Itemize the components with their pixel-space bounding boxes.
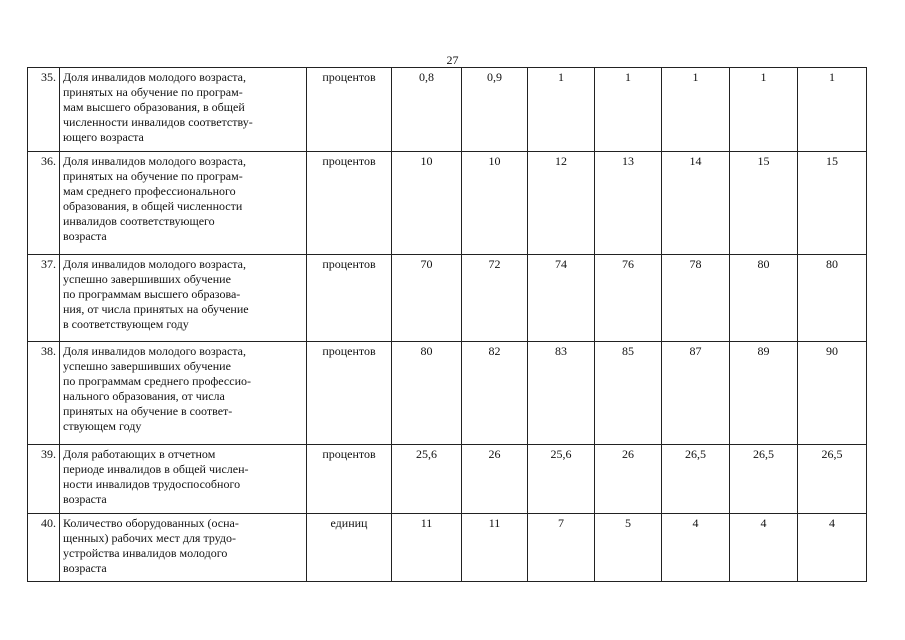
value-cell: 4: [662, 514, 730, 582]
value-cell: 0,9: [462, 68, 528, 152]
indicators-table: [27, 67, 867, 582]
row-number: 36.: [28, 152, 60, 255]
value-cell: 0,8: [392, 68, 462, 152]
value-cell: 76: [595, 255, 662, 342]
value-cell: 14: [662, 152, 730, 255]
value-cell: 1: [528, 68, 595, 152]
value-cell: 4: [798, 514, 867, 582]
indicator-name-line: численности инвалидов соответству-: [63, 115, 253, 129]
value-cell: 12: [528, 152, 595, 255]
value-cell: 5: [595, 514, 662, 582]
value-cell: 15: [730, 152, 798, 255]
value-cell: 89: [730, 342, 798, 445]
indicator-name-line: нального образования, от числа: [63, 389, 225, 403]
indicator-name-line: ствующем году: [63, 419, 142, 433]
value-cell: 80: [392, 342, 462, 445]
value-cell: 82: [462, 342, 528, 445]
indicator-name-line: Доля инвалидов молодого возраста,: [63, 70, 246, 84]
indicator-name-line: Доля инвалидов молодого возраста,: [63, 154, 246, 168]
indicator-name-line: Количество оборудованных (осна-: [63, 516, 239, 530]
indicator-name-line: Доля работающих в отчетном: [63, 447, 216, 461]
value-cell: 70: [392, 255, 462, 342]
value-cell: 1: [662, 68, 730, 152]
indicator-name-line: инвалидов соответствующего: [63, 214, 215, 228]
row-number: 37.: [28, 255, 60, 342]
value-cell: 11: [462, 514, 528, 582]
indicator-name-line: ности инвалидов трудоспособного: [63, 477, 241, 491]
value-cell: 15: [798, 152, 867, 255]
indicator-name-line: принятых на обучение в соответ-: [63, 404, 233, 418]
value-cell: 10: [392, 152, 462, 255]
indicator-name: [60, 255, 307, 342]
value-cell: 26: [595, 445, 662, 514]
indicator-name-line: мам высшего образования, в общей: [63, 100, 245, 114]
value-cell: 83: [528, 342, 595, 445]
indicator-name-line: ющего возраста: [63, 130, 144, 144]
indicator-name-line: по программам среднего профессио-: [63, 374, 251, 388]
indicator-name-line: Доля инвалидов молодого возраста,: [63, 257, 246, 271]
value-cell: 26,5: [730, 445, 798, 514]
indicator-name-line: периоде инвалидов в общей числен-: [63, 462, 249, 476]
table-row: [28, 342, 867, 445]
row-number: 35.: [28, 68, 60, 152]
table-row: [28, 445, 867, 514]
value-cell: 80: [798, 255, 867, 342]
unit-cell: процентов: [307, 68, 392, 152]
table-row: [28, 514, 867, 582]
indicator-name-line: возраста: [63, 229, 107, 243]
value-cell: 1: [730, 68, 798, 152]
page-number: 27: [446, 53, 459, 67]
value-cell: 90: [798, 342, 867, 445]
indicator-name-line: принятых на обучение по програм-: [63, 85, 243, 99]
indicator-name-line: щенных) рабочих мест для трудо-: [63, 531, 237, 545]
value-cell: 1: [595, 68, 662, 152]
unit-cell: процентов: [307, 445, 392, 514]
value-cell: 1: [798, 68, 867, 152]
indicator-name: [60, 152, 307, 255]
indicator-name-line: принятых на обучение по програм-: [63, 169, 243, 183]
indicator-name: [60, 445, 307, 514]
indicator-name-line: образования, в общей численности: [63, 199, 243, 213]
value-cell: 72: [462, 255, 528, 342]
value-cell: 26: [462, 445, 528, 514]
row-number: 39.: [28, 445, 60, 514]
unit-cell: единиц: [307, 514, 392, 582]
value-cell: 80: [730, 255, 798, 342]
indicator-name-line: успешно завершивших обучение: [63, 359, 231, 373]
value-cell: 11: [392, 514, 462, 582]
value-cell: 74: [528, 255, 595, 342]
indicator-name-line: в соответствующем году: [63, 317, 189, 331]
value-cell: 87: [662, 342, 730, 445]
indicator-name-line: возраста: [63, 561, 107, 575]
indicator-name-line: мам среднего профессионального: [63, 184, 236, 198]
value-cell: 78: [662, 255, 730, 342]
unit-cell: процентов: [307, 342, 392, 445]
value-cell: 26,5: [662, 445, 730, 514]
value-cell: 10: [462, 152, 528, 255]
indicator-name-line: ния, от числа принятых на обучение: [63, 302, 249, 316]
row-number: 40.: [28, 514, 60, 582]
table-row: [28, 68, 867, 152]
indicator-name: [60, 342, 307, 445]
value-cell: 7: [528, 514, 595, 582]
indicator-name-line: по программам высшего образова-: [63, 287, 241, 301]
unit-cell: процентов: [307, 255, 392, 342]
value-cell: 25,6: [392, 445, 462, 514]
indicator-name-line: устройства инвалидов молодого: [63, 546, 228, 560]
value-cell: 85: [595, 342, 662, 445]
value-cell: 13: [595, 152, 662, 255]
indicator-name-line: Доля инвалидов молодого возраста,: [63, 344, 246, 358]
indicator-name-line: успешно завершивших обучение: [63, 272, 231, 286]
value-cell: 26,5: [798, 445, 867, 514]
table-row: [28, 152, 867, 255]
value-cell: 25,6: [528, 445, 595, 514]
indicator-name: [60, 68, 307, 152]
indicator-name: [60, 514, 307, 582]
unit-cell: процентов: [307, 152, 392, 255]
indicator-name-line: возраста: [63, 492, 107, 506]
value-cell: 4: [730, 514, 798, 582]
table-row: [28, 255, 867, 342]
table-body: [28, 68, 867, 582]
row-number: 38.: [28, 342, 60, 445]
